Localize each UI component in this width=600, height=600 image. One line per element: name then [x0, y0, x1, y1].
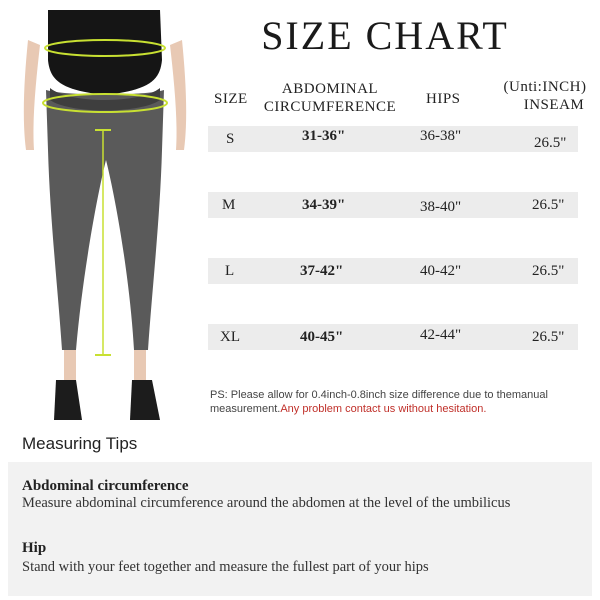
- header-abdominal-line2: CIRCUMFERENCE: [263, 99, 397, 115]
- ps-note-text: PS: Please allow for 0.4inch-0.8inch size difference due to themanual measurement.: [210, 389, 548, 415]
- hips-cell: 36-38": [420, 128, 462, 144]
- ps-note: [210, 388, 590, 416]
- header-abdominal-line1: ABDOMINAL: [281, 81, 379, 97]
- tip-abdominal-heading: Abdominal circumference: [22, 478, 189, 494]
- size-row: [208, 324, 578, 350]
- tip-abdominal-text: Measure abdominal circumference around the abdomen at the level of the umbilicus: [22, 495, 511, 511]
- tip-hip-heading: Hip: [22, 540, 47, 556]
- size-cell: M: [222, 197, 236, 213]
- measuring-tips-title: Measuring Tips: [22, 434, 138, 453]
- size-cell: XL: [220, 329, 240, 345]
- leggings-model-image: [10, 0, 200, 430]
- abdominal-cell: 37-42": [300, 263, 344, 279]
- hips-cell: 42-44": [420, 327, 462, 343]
- abdominal-cell: 31-36": [302, 128, 346, 144]
- inseam-cell: 26.5": [532, 197, 565, 213]
- unit-note: (Unti:INCH): [503, 79, 587, 95]
- inseam-cell: 26.5": [532, 329, 565, 345]
- hips-cell: 40-42": [420, 263, 462, 279]
- hips-cell: 38-40": [420, 199, 462, 215]
- abdominal-cell: 40-45": [300, 329, 344, 345]
- abdominal-cell: 34-39": [302, 197, 346, 213]
- inseam-cell: 26.5": [532, 263, 565, 279]
- size-row: [208, 258, 578, 284]
- size-chart-title: SIZE CHART: [261, 13, 509, 58]
- header-abdominal: [262, 80, 398, 116]
- inseam-cell: 26.5": [534, 135, 567, 151]
- size-cell: S: [226, 131, 235, 147]
- size-cell: L: [225, 263, 235, 279]
- header-size: SIZE: [214, 91, 248, 107]
- header-inseam-block: [500, 78, 590, 114]
- ps-note-warning: Any problem contact us without hesitation.: [280, 403, 487, 415]
- size-row: [208, 192, 578, 218]
- tip-hip-text: Stand with your feet together and measure the fullest part of your hips: [22, 559, 429, 575]
- header-hips: HIPS: [426, 91, 461, 107]
- header-inseam: INSEAM: [523, 97, 585, 113]
- size-row: [208, 126, 578, 152]
